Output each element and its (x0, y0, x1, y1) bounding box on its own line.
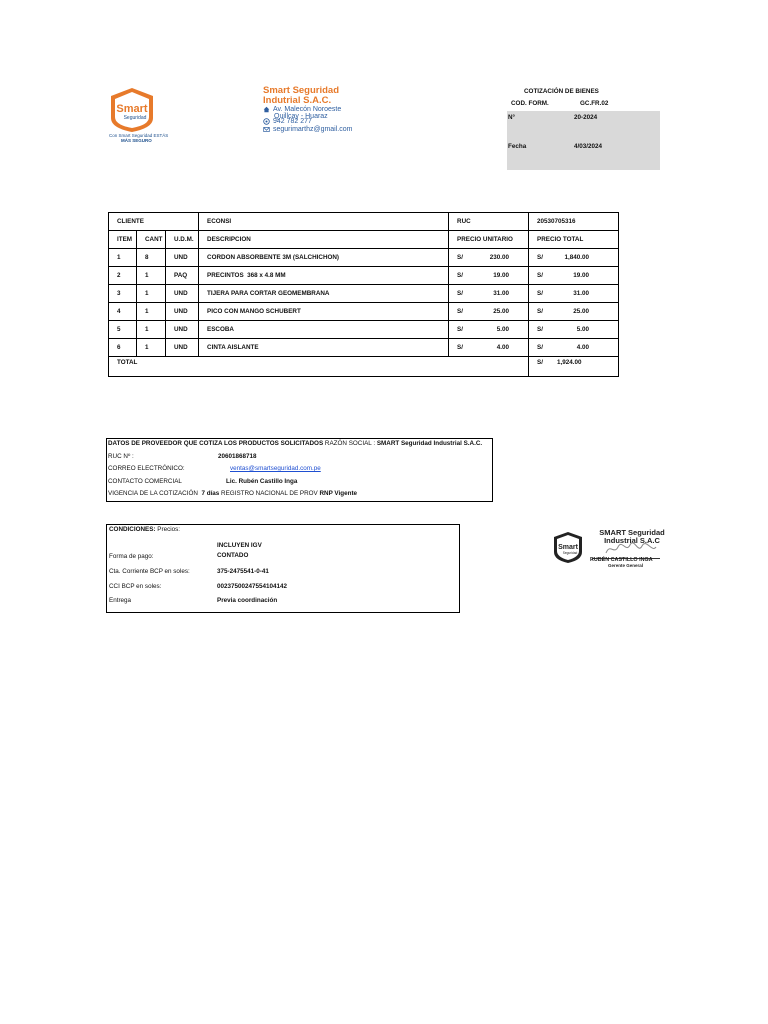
unit-price-cell (449, 267, 529, 285)
currency: S/ (537, 359, 543, 366)
udm-cell: UND (166, 303, 199, 321)
header-desc: DESCRIPCION (199, 231, 449, 249)
supplier-heading: DATOS DE PROVEEDOR QUE COTIZA LOS PRODUCTOS SOLICITADOS (108, 440, 324, 447)
udm-cell: PAQ (166, 267, 199, 285)
total-price: 25.00 (573, 308, 590, 315)
stamp-logo (551, 530, 585, 564)
grand-total-cell (529, 357, 619, 377)
email-row (263, 126, 352, 133)
desc-cell: CORDON ABSORBENTE 3M (SALCHICHON) (199, 249, 449, 267)
address-line1: Av. Malecón Noroeste (273, 106, 342, 113)
unit-price: 25.00 (493, 308, 510, 315)
logo-tagline: Con Smart Seguridad ESTÁS (109, 133, 169, 138)
conditions-box (106, 524, 460, 613)
total-price: 5.00 (576, 326, 590, 333)
total-label: TOTAL (109, 357, 529, 377)
supplier-email-link[interactable]: ventas@smartseguridad.com.pe (230, 465, 321, 472)
grand-total: 1,924.00 (557, 359, 582, 366)
form-code-value: GC.FR.02 (580, 100, 609, 107)
form-date-label: Fecha (508, 143, 527, 150)
unit-price: 4.00 (496, 344, 510, 351)
vigencia-value: 7 días (201, 490, 220, 497)
company-email: segurimarthz@gmail.com (273, 126, 353, 133)
supplier-ruc-value: 20601868718 (218, 453, 257, 460)
header-udm: U.D.M. (166, 231, 199, 249)
cci-label: CCI BCP en soles: (109, 583, 162, 590)
total-price-cell (529, 267, 619, 285)
table-row (109, 321, 619, 339)
stamp-company-line2: Industrial S.A.C (604, 536, 660, 545)
currency: S/ (537, 290, 543, 297)
currency: S/ (457, 326, 463, 333)
table-row (109, 249, 619, 267)
header-cant: CANT (137, 231, 166, 249)
total-price-cell (529, 285, 619, 303)
currency: S/ (457, 344, 463, 351)
udm-cell: UND (166, 285, 199, 303)
pago-label: Forma de pago: (109, 553, 154, 560)
client-row (109, 213, 619, 231)
conditions-heading-row (109, 526, 180, 533)
desc-cell: CINTA AISLANTE (199, 339, 449, 357)
company-logo (107, 86, 157, 134)
vigencia-row (108, 490, 357, 497)
desc-cell: PRECINTOS 368 x 4.8 MM (199, 267, 449, 285)
unit-price: 5.00 (496, 326, 510, 333)
igv-value: INCLUYEN IGV (217, 542, 262, 549)
udm-cell: UND (166, 339, 199, 357)
logo-tagline-bold: MÁS SEGURO (121, 138, 152, 143)
cant-cell: 1 (137, 285, 166, 303)
header-row (109, 231, 619, 249)
table-row (109, 285, 619, 303)
currency: S/ (537, 344, 543, 351)
phone-icon (263, 118, 270, 125)
form-code-label: COD. FORM. (511, 100, 549, 107)
currency: S/ (537, 254, 543, 261)
signature (600, 541, 660, 557)
form-number-value: 20-2024 (574, 114, 598, 121)
unit-price-cell (449, 339, 529, 357)
supplier-info-box (106, 438, 493, 502)
ruc-value: 20530705316 (537, 218, 576, 225)
unit-price-cell (449, 321, 529, 339)
total-price: 19.00 (573, 272, 590, 279)
total-row (109, 357, 619, 377)
client-value: ECONSI (207, 218, 232, 225)
client-value-cell (199, 213, 449, 231)
envelope-icon (263, 126, 270, 133)
unit-price-cell (449, 249, 529, 267)
currency: S/ (537, 308, 543, 315)
logo-brand-top: Smart (116, 103, 148, 115)
total-price: 4.00 (576, 344, 590, 351)
stamp-badge-bottom: Seguridad (562, 551, 578, 555)
header-item: ITEM (109, 231, 137, 249)
registro-label: REGISTRO NACIONAL DE PROV (221, 490, 318, 497)
conditions-heading: CONDICIONES: (109, 526, 156, 533)
unit-price-cell (449, 285, 529, 303)
phone-row (263, 118, 312, 125)
header-unit-price: PRECIO UNITARIO (449, 231, 529, 249)
supplier-email-label: CORREO ELECTRÓNICO: (108, 465, 185, 472)
items-table (108, 212, 619, 377)
company-name-line1: Smart Seguridad (263, 85, 340, 96)
stamp-company-line1: SMART Seguridad (599, 528, 665, 537)
unit-price: 230.00 (489, 254, 510, 261)
desc-cell: PICO CON MANGO SCHUBERT (199, 303, 449, 321)
form-number-label: N° (508, 114, 516, 121)
client-label: CLIENTE (117, 218, 144, 225)
entrega-value: Previa coordinación (217, 597, 278, 604)
ruc-label: RUC (457, 218, 471, 225)
udm-cell: UND (166, 321, 199, 339)
address-line2: Quillcay - Huaraz (274, 113, 328, 120)
total-price-cell (529, 339, 619, 357)
udm-cell: UND (166, 249, 199, 267)
supplier-contact-value: Lic. Rubén Castillo Inga (226, 478, 298, 485)
total-price-cell (529, 321, 619, 339)
logo-brand-bottom: Seguridad (123, 115, 147, 121)
vigencia-label: VIGENCIA DE LA COTIZACIÓN (108, 490, 198, 497)
form-date-value: 4/03/2024 (574, 143, 603, 150)
ruc-label-cell (449, 213, 529, 231)
stamp-badge-top: Smart (558, 544, 578, 551)
total-price-cell (529, 303, 619, 321)
supplier-heading-row (108, 440, 482, 447)
cci-value: 00237500247554104142 (217, 583, 288, 590)
cta-label: Cta. Corriente BCP en soles: (109, 568, 190, 575)
total-price: 1,840.00 (564, 254, 590, 261)
item-cell: 2 (109, 267, 137, 285)
razon-social-value: SMART Seguridad Industrial S.A.C. (376, 440, 483, 447)
item-cell: 6 (109, 339, 137, 357)
client-label-cell (109, 213, 199, 231)
item-cell: 5 (109, 321, 137, 339)
precios-label: Precios: (157, 526, 181, 533)
company-name-line2: Indutrial S.A.C. (263, 95, 332, 106)
supplier-ruc-label: RUC Nº : (108, 453, 134, 460)
signer-role: Gerente General (608, 563, 644, 568)
razon-social-label: RAZÓN SOCIAL : (324, 440, 376, 447)
table-row (109, 339, 619, 357)
unit-price-cell (449, 303, 529, 321)
total-price: 31.00 (573, 290, 590, 297)
currency: S/ (457, 290, 463, 297)
currency: S/ (457, 272, 463, 279)
currency: S/ (537, 326, 543, 333)
currency: S/ (457, 308, 463, 315)
currency: S/ (457, 254, 463, 261)
desc-cell: ESCOBA (199, 321, 449, 339)
home-icon (263, 106, 270, 113)
currency: S/ (537, 272, 543, 279)
table-row (109, 267, 619, 285)
phone-number: 942 782 277 (273, 118, 312, 125)
address-row (263, 106, 341, 113)
pago-value: CONTADO (217, 552, 249, 559)
item-cell: 4 (109, 303, 137, 321)
signer-name: RUBÉN CASTILLO INGA (590, 557, 653, 563)
company-name (263, 86, 383, 106)
unit-price: 19.00 (493, 272, 510, 279)
entrega-label: Entrega (109, 597, 132, 604)
table-row (109, 303, 619, 321)
item-cell: 3 (109, 285, 137, 303)
cant-cell: 1 (137, 267, 166, 285)
cta-value: 375-2475541-0-41 (217, 568, 269, 575)
supplier-contact-label: CONTACTO COMERCIAL (108, 478, 182, 485)
registro-value: RNP Vigente (319, 490, 358, 497)
cant-cell: 1 (137, 339, 166, 357)
unit-price: 31.00 (493, 290, 510, 297)
form-title: COTIZACIÓN DE BIENES (524, 88, 599, 95)
header-total-price: PRECIO TOTAL (529, 231, 619, 249)
item-cell: 1 (109, 249, 137, 267)
cant-cell: 1 (137, 303, 166, 321)
desc-cell: TIJERA PARA CORTAR GEOMEMBRANA (199, 285, 449, 303)
total-price-cell (529, 249, 619, 267)
cant-cell: 8 (137, 249, 166, 267)
ruc-value-cell (529, 213, 619, 231)
cant-cell: 1 (137, 321, 166, 339)
